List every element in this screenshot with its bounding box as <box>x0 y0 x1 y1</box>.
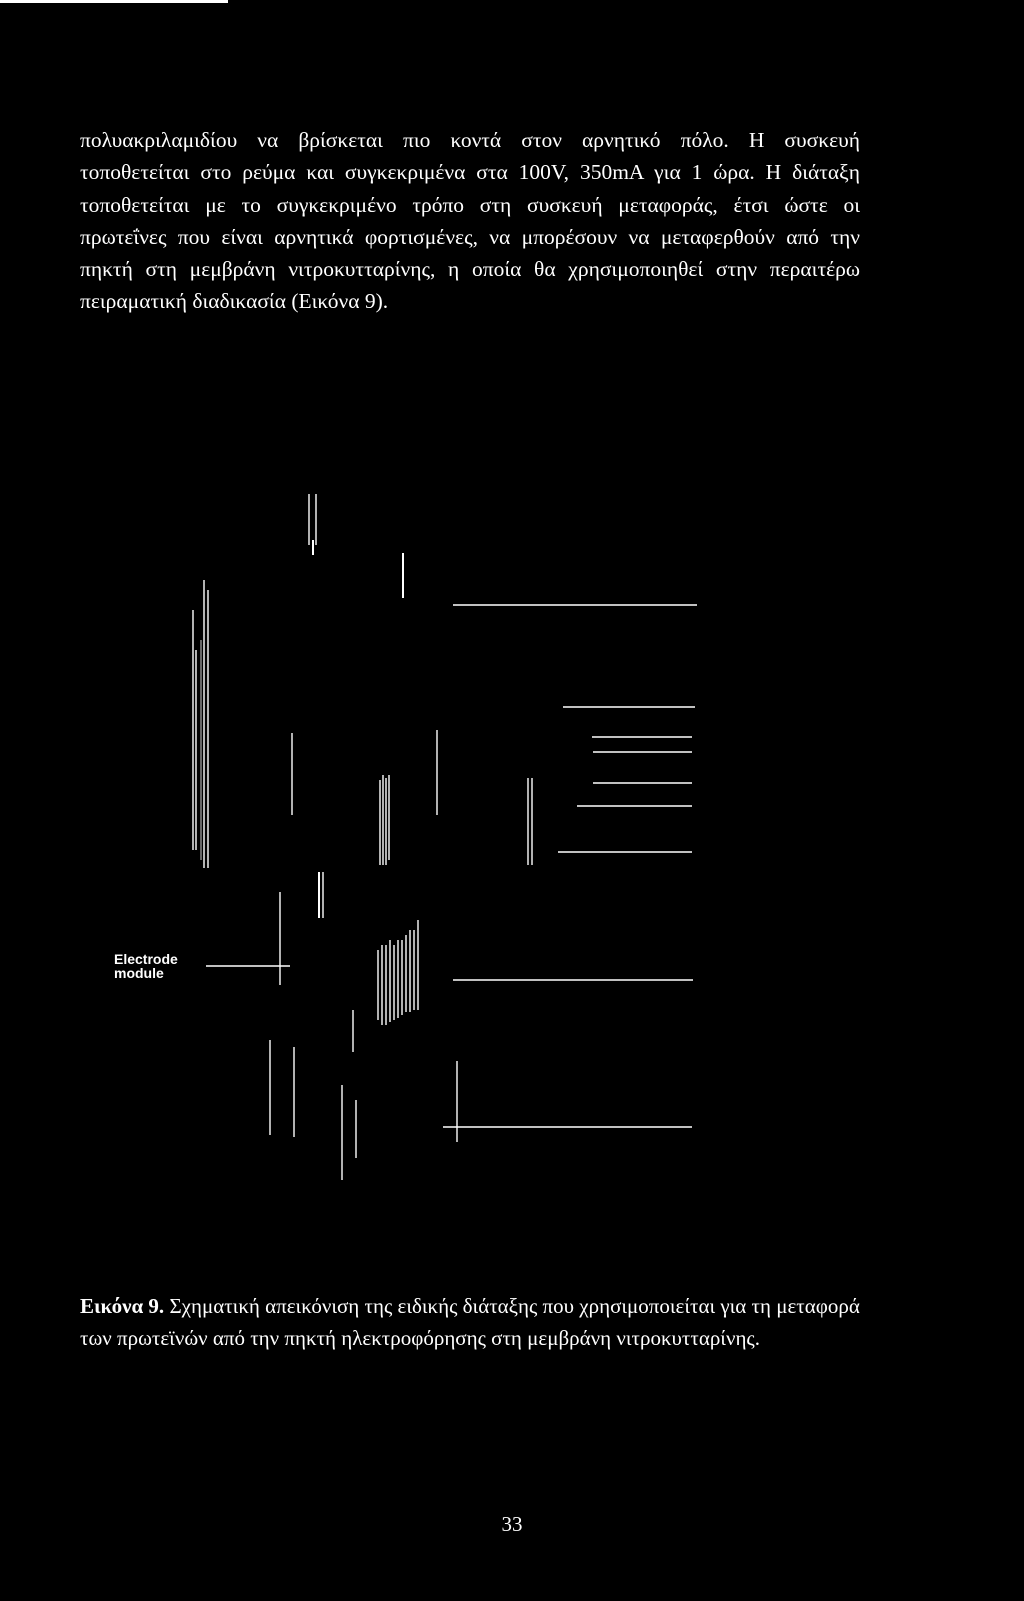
module-label-line: module <box>114 965 164 981</box>
caption-text: Σχηματική απεικόνιση της ειδικής διάταξης που χρησιμοποιείται για τη μεταφορά <box>164 1294 860 1318</box>
page-number: 33 <box>501 1512 523 1536</box>
caption-line-2: των πρωτεϊνών από την πηκτή ηλεκτροφόρησης στη μεμβράνη νιτροκυτταρίνης. <box>80 1326 760 1350</box>
body-line: τοποθετείται με το συγκεκριμένο τρόπο στη συσκευή μεταφοράς, έτσι ώστε οι <box>80 192 860 217</box>
body-paragraph <box>80 124 860 318</box>
body-line: πρωτεΐνες που είναι αρνητικά φορτισμένες, να μπορέσουν να μεταφερθούν από την <box>80 224 860 249</box>
body-line: πηκτή στη μεμβράνη νιτροκυτταρίνης, η οποία θα χρησιμοποιηθεί στην περαιτέρω <box>80 257 860 282</box>
transfer-apparatus-figure <box>0 480 1024 1200</box>
electrode-label-line: Electrode <box>114 951 178 967</box>
body-line: τοποθετείται στο ρεύμα και συγκεκριμένα στα 100V, 350mA για 1 ώρα. Η διάταξη <box>80 160 860 185</box>
electrode-module-label <box>114 952 178 980</box>
top-rule <box>0 0 228 3</box>
body-line: πειραματική διαδικασία (Εικόνα 9). <box>80 289 389 314</box>
figure-caption <box>80 1290 860 1354</box>
body-line: πολυακριλαμιδίου να βρίσκεται πιο κοντά στον αρνητικό πόλο. Η συσκευή <box>80 128 860 152</box>
caption-line-1 <box>80 1290 860 1322</box>
caption-lead: Εικόνα 9. <box>80 1294 165 1318</box>
